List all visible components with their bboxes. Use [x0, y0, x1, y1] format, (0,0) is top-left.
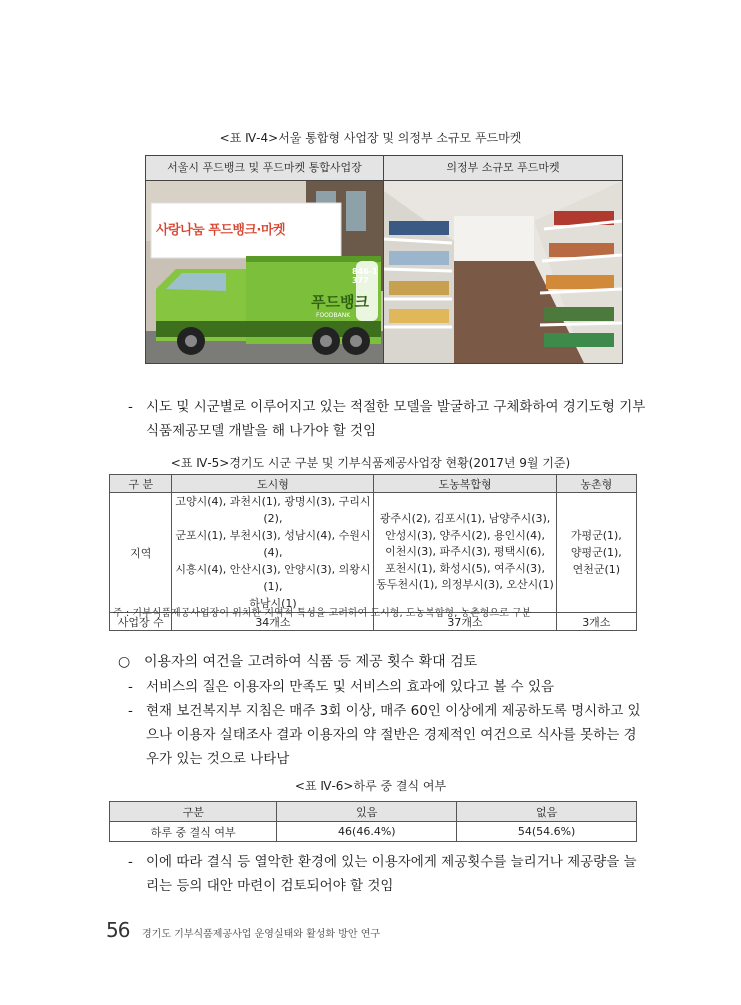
- table6-caption: <표 Ⅳ-6>하루 중 결식 여부: [294, 779, 447, 793]
- table6-row-label: 하루 중 결식 여부: [110, 822, 277, 842]
- section-bullet: ○: [118, 654, 131, 670]
- table6-value-yes: 46(46.4%): [277, 822, 457, 842]
- section-item2-line1: 현재 보건복지부 지침은 매주 3회 이상, 매주 60인 이상에게 제공하도록 명시하고 있: [146, 703, 641, 719]
- table5-count-label: 사업장 수: [110, 613, 172, 631]
- food-market-photo: [384, 181, 622, 363]
- section-item2-line3: 우가 있는 것으로 나타남: [146, 751, 290, 767]
- mixed-line: 이천시(3), 파주시(3), 평택시(6),: [385, 545, 545, 559]
- table5-note: 주 : 기부식품제공사업장이 위치한 지역적 특성을 고려하여 도시형, 도농복합형, 농촌형으로 구분: [113, 608, 532, 619]
- table5-region-label: 지역: [110, 493, 172, 613]
- table6-header-yes: 있음: [277, 802, 457, 822]
- table5-urban-cell: [172, 493, 374, 613]
- table4: [145, 155, 623, 364]
- table6: [109, 801, 637, 842]
- section-item2-line2: 으나 이용자 실태조사 결과 이용자의 약 절반은 경제적인 여건으로 식사를 못하는 경: [146, 727, 637, 743]
- table5-header-urban: 도시형: [172, 475, 374, 493]
- mixed-line: 포천시(1), 화성시(5), 여주시(3),: [385, 561, 545, 575]
- rural-line: 양평군(1),: [570, 546, 622, 559]
- para1-line2: 식품제공모델 개발을 해 나가야 할 것임: [146, 423, 377, 439]
- urban-line: 시흥시(4), 안산시(3), 안양시(3), 의왕시(1),: [175, 563, 371, 593]
- table6-value-no: 54(54.6%): [457, 822, 637, 842]
- table5-mixed-cell: [374, 493, 556, 613]
- para2-line2: 리는 등의 대안 마련이 검토되어야 할 것임: [146, 878, 394, 894]
- para1-line1: 시도 및 시군별로 이루어지고 있는 적절한 모델을 발굴하고 구체화하여 경기도형 기부: [146, 399, 646, 415]
- urban-line: 하남시(1): [249, 597, 297, 610]
- truck-sign-text: 사랑나눔 푸드뱅크·마켓: [156, 223, 286, 238]
- table5-count-rural: 3개소: [556, 613, 636, 631]
- foodbank-truck-photo: [146, 181, 383, 363]
- mixed-line: 동두천시(1), 의정부시(3), 오산시(1): [376, 578, 554, 592]
- para2-dash: -: [128, 854, 133, 870]
- footer-title: 경기도 기부식품제공사업 운영실태와 활성화 방안 연구: [142, 929, 381, 940]
- item1-dash: -: [128, 679, 133, 695]
- table6-data-row: [110, 822, 637, 842]
- truck-box-number: 846-1377: [352, 267, 378, 285]
- table6-header-row: [110, 802, 637, 822]
- table5-caption: <표 Ⅳ-5>경기도 시군 구분 및 기부식품제공사업장 현황(2017년 9월 기준): [170, 456, 571, 470]
- section-title: 이용자의 여건을 고려하여 식품 등 제공 횟수 확대 검토: [144, 654, 478, 670]
- mixed-line: 안성시(3), 양주시(2), 용인시(4),: [385, 528, 545, 542]
- table4-col1-header: 서울시 푸드뱅크 및 푸드마켓 통합사업장: [167, 161, 362, 174]
- item2-dash: -: [128, 703, 133, 719]
- para2-line1: 이에 따라 결식 등 열악한 환경에 있는 이용자에게 제공횟수를 늘리거나 제공량을 늘: [146, 854, 637, 870]
- table6-header-no: 없음: [457, 802, 637, 822]
- page-number: 56: [106, 918, 130, 942]
- table5-rural-cell: [556, 493, 636, 613]
- table4-col2-header: 의정부 소규모 푸드마켓: [446, 161, 560, 174]
- urban-line: 군포시(1), 부천시(3), 성남시(4), 수원시(4),: [175, 529, 371, 559]
- table6-header-category: 구분: [110, 802, 277, 822]
- table4-caption: <표 Ⅳ-4>서울 통합형 사업장 및 의정부 소규모 푸드마켓: [219, 131, 522, 145]
- table5-header-mixed: 도농복합형: [374, 475, 556, 493]
- mixed-line: 광주시(2), 김포시(1), 남양주시(3),: [379, 512, 551, 526]
- truck-box-text: 푸드뱅크: [311, 293, 369, 311]
- table5-region-row: [110, 493, 637, 613]
- truck-box-en: FOODBANK: [316, 312, 351, 319]
- rural-line: 연천군(1): [572, 563, 621, 576]
- para1-dash: -: [128, 399, 133, 415]
- rural-line: 가평군(1),: [570, 529, 622, 542]
- section-item1: 서비스의 질은 이용자의 만족도 및 서비스의 효과에 있다고 볼 수 있음: [146, 679, 555, 695]
- table5-header-category: 구 분: [110, 475, 172, 493]
- table5-count-mixed: 37개소: [374, 613, 556, 631]
- table5-header-rural: 농촌형: [556, 475, 636, 493]
- table5-header-row: [110, 475, 637, 493]
- urban-line: 고양시(4), 과천시(1), 광명시(3), 구리시(2),: [175, 495, 371, 525]
- table5-count-urban: 34개소: [172, 613, 374, 631]
